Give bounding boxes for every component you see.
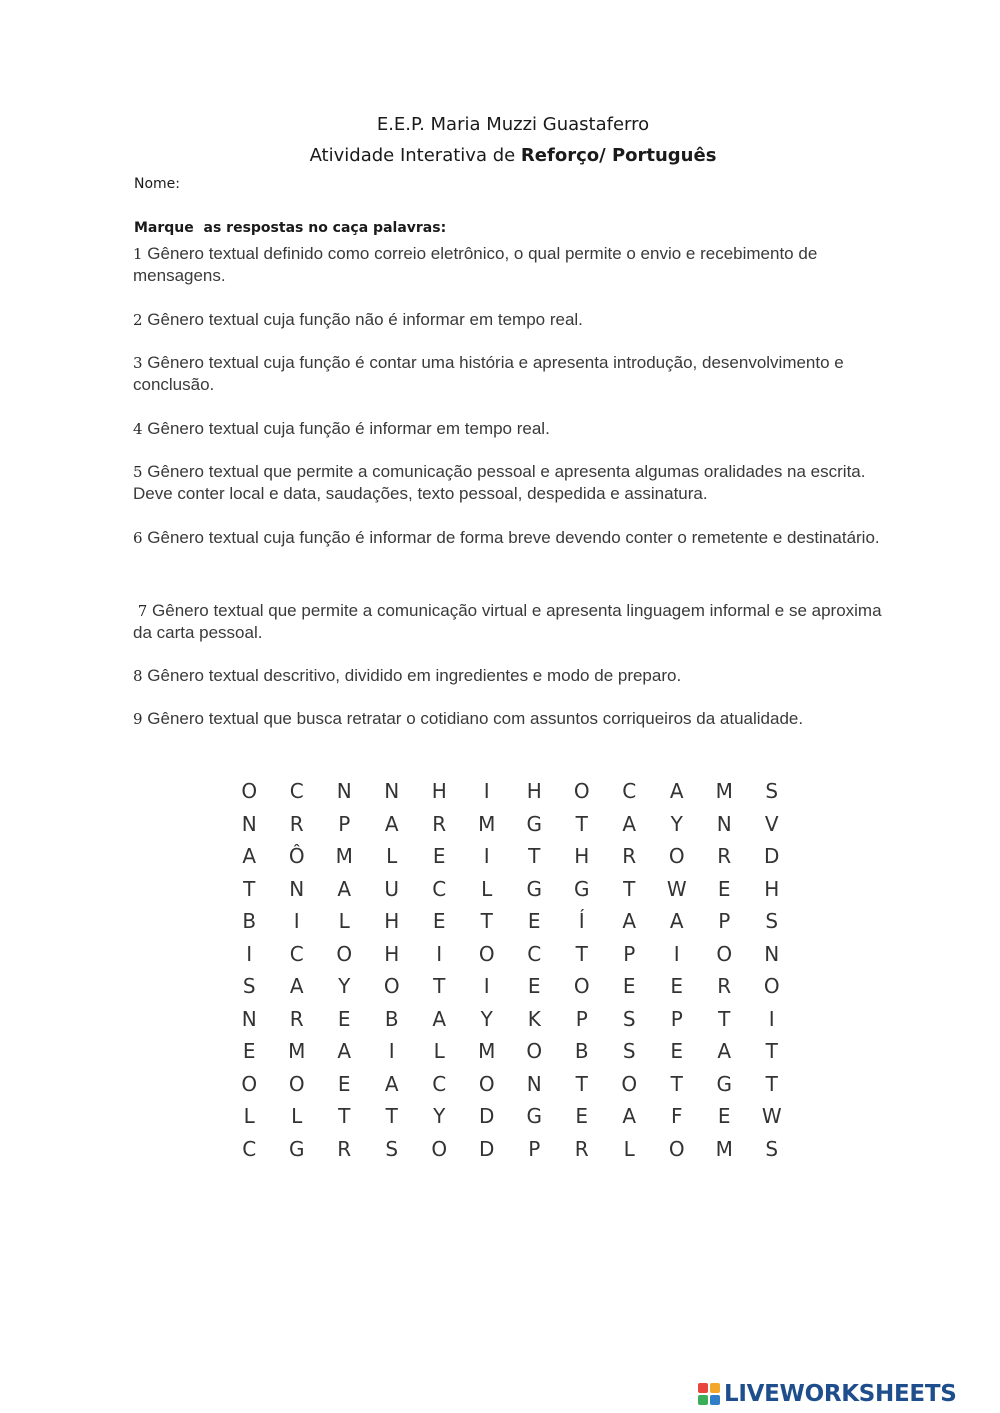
liveworksheets-logo-icon bbox=[698, 1383, 720, 1405]
grid-cell[interactable]: E bbox=[670, 974, 685, 998]
grid-cell[interactable]: N bbox=[526, 1071, 543, 1096]
grid-cell[interactable]: E bbox=[670, 1039, 685, 1063]
question-text: Gênero textual descritivo, dividido em ingredientes e modo de preparo. bbox=[142, 666, 682, 685]
question-text: Gênero textual cuja função é contar uma história e apresenta introdução, desenvolvimento e conclusão. bbox=[133, 353, 844, 394]
grid-cell[interactable]: L bbox=[481, 876, 494, 901]
grid-cell[interactable]: O bbox=[336, 941, 354, 966]
grid-cell[interactable]: A bbox=[432, 1006, 448, 1031]
question-number: 3 bbox=[133, 354, 143, 372]
grid-cell[interactable]: W bbox=[666, 876, 688, 901]
grid-cell[interactable]: O bbox=[241, 1071, 259, 1096]
name-label: Nome: bbox=[134, 176, 181, 192]
grid-cell[interactable]: D bbox=[479, 1136, 496, 1161]
grid-cell[interactable]: P bbox=[528, 1136, 542, 1161]
grid-cell[interactable]: K bbox=[527, 1006, 542, 1031]
question-number: 6 bbox=[133, 529, 143, 547]
question-number: 7 bbox=[133, 602, 148, 620]
grid-cell[interactable]: I bbox=[483, 779, 491, 803]
grid-cell[interactable]: O bbox=[288, 1071, 306, 1096]
grid-cell[interactable]: I bbox=[483, 974, 491, 998]
grid-cell[interactable]: N bbox=[336, 779, 353, 803]
grid-cell[interactable]: E bbox=[527, 974, 542, 998]
instruction: Marque as respostas no caça palavras: bbox=[134, 220, 447, 236]
grid-cell[interactable]: I bbox=[436, 941, 444, 966]
question-1 bbox=[133, 243, 903, 287]
grid-cell[interactable]: B bbox=[384, 1006, 400, 1031]
grid-cell[interactable]: R bbox=[337, 1136, 353, 1161]
question-6 bbox=[133, 527, 903, 549]
question-text: Gênero textual cuja função é informar de forma breve devendo conter o remetente e destinatário. bbox=[142, 528, 880, 547]
grid-cell[interactable]: Y bbox=[338, 974, 352, 998]
grid-cell[interactable]: T bbox=[480, 909, 494, 933]
grid-cell[interactable]: A bbox=[622, 909, 638, 933]
grid-cell[interactable]: T bbox=[528, 844, 542, 868]
grid-cell[interactable]: Í bbox=[578, 909, 586, 933]
grid-cell[interactable]: C bbox=[289, 779, 305, 803]
question-number: 1 bbox=[133, 245, 143, 263]
grid-cell[interactable]: R bbox=[289, 811, 305, 836]
question-number: 8 bbox=[133, 667, 143, 685]
grid-cell[interactable]: E bbox=[717, 1104, 732, 1128]
grid-cell[interactable]: H bbox=[384, 909, 401, 933]
grid-cell[interactable]: T bbox=[623, 876, 637, 901]
grid-cell[interactable]: L bbox=[243, 1104, 256, 1128]
grid-cell[interactable]: T bbox=[765, 1071, 779, 1096]
grid-cell[interactable]: T bbox=[718, 1006, 732, 1031]
grid-cell[interactable]: N bbox=[241, 1006, 258, 1031]
grid-cell[interactable]: A bbox=[717, 1039, 733, 1063]
grid-cell[interactable]: O bbox=[763, 974, 781, 998]
grid-cell[interactable]: R bbox=[432, 811, 448, 836]
question-number: 4 bbox=[133, 420, 143, 438]
grid-cell[interactable]: A bbox=[669, 909, 685, 933]
question-7 bbox=[133, 600, 903, 644]
grid-cell[interactable]: N bbox=[289, 876, 306, 901]
grid-cell[interactable]: M bbox=[478, 811, 497, 836]
grid-cell[interactable]: T bbox=[243, 876, 257, 901]
grid-cell[interactable]: S bbox=[622, 1039, 637, 1063]
grid-cell[interactable]: E bbox=[337, 1006, 352, 1031]
activity-title-prefix: Atividade Interativa de bbox=[309, 145, 521, 166]
grid-cell[interactable]: B bbox=[242, 909, 258, 933]
activity-title-subject: Reforço/ Português bbox=[520, 145, 717, 166]
grid-cell[interactable]: N bbox=[716, 811, 733, 836]
grid-cell[interactable]: E bbox=[242, 1039, 257, 1063]
grid-cell[interactable]: R bbox=[289, 1006, 305, 1031]
grid-cell[interactable]: T bbox=[433, 974, 447, 998]
grid-cell[interactable]: G bbox=[289, 1136, 306, 1161]
grid-cell[interactable]: E bbox=[527, 909, 542, 933]
grid-cell[interactable]: I bbox=[768, 1006, 776, 1031]
grid-cell[interactable]: R bbox=[717, 844, 733, 868]
grid-cell[interactable]: S bbox=[765, 779, 780, 803]
grid-cell[interactable]: I bbox=[673, 941, 681, 966]
grid-cell[interactable]: S bbox=[242, 974, 257, 998]
question-4 bbox=[133, 418, 903, 440]
grid-cell[interactable]: L bbox=[623, 1136, 636, 1161]
question-3 bbox=[133, 352, 903, 396]
grid-cell[interactable]: O bbox=[668, 844, 686, 868]
grid-cell[interactable]: C bbox=[242, 1136, 258, 1161]
question-text: Gênero textual cuja função é informar em tempo real. bbox=[142, 419, 550, 438]
logo-square bbox=[710, 1395, 720, 1405]
grid-cell[interactable]: G bbox=[526, 876, 543, 901]
grid-cell[interactable]: P bbox=[575, 1006, 589, 1031]
grid-cell[interactable]: E bbox=[575, 1104, 590, 1128]
grid-cell[interactable]: E bbox=[432, 844, 447, 868]
grid-cell[interactable]: M bbox=[715, 779, 734, 803]
question-number: 9 bbox=[133, 710, 143, 728]
question-text: Gênero textual definido como correio eletrônico, o qual permite o envio e recebimento de mensagens. bbox=[133, 244, 818, 285]
grid-cell[interactable]: A bbox=[669, 779, 685, 803]
grid-cell[interactable]: A bbox=[622, 811, 638, 836]
grid-cell[interactable]: V bbox=[764, 811, 780, 836]
grid-cell[interactable]: C bbox=[432, 1071, 448, 1096]
question-number: 2 bbox=[133, 311, 143, 329]
grid-cell[interactable]: G bbox=[574, 876, 591, 901]
grid-cell[interactable]: A bbox=[384, 1071, 400, 1096]
logo-square bbox=[698, 1383, 708, 1393]
grid-cell[interactable]: O bbox=[241, 779, 259, 803]
grid-cell[interactable]: C bbox=[622, 779, 638, 803]
grid-cell[interactable]: O bbox=[383, 974, 401, 998]
grid-cell[interactable]: Y bbox=[480, 1006, 494, 1031]
grid-cell[interactable]: H bbox=[574, 844, 591, 868]
grid-cell[interactable]: E bbox=[337, 1071, 352, 1096]
logo-square bbox=[698, 1395, 708, 1405]
question-text: Gênero textual que permite a comunicação virtual e apresenta linguagem informal e se aproxima da carta pessoal. bbox=[133, 601, 882, 642]
grid-cell[interactable]: A bbox=[337, 1039, 353, 1063]
grid-cell[interactable]: O bbox=[668, 1136, 686, 1161]
question-text: Gênero textual que busca retratar o cotidiano com assuntos corriqueiros da atualidade. bbox=[142, 709, 804, 728]
grid-cell[interactable]: A bbox=[622, 1104, 638, 1128]
grid-cell[interactable]: Y bbox=[433, 1104, 447, 1128]
grid-cell[interactable]: D bbox=[479, 1104, 496, 1128]
grid-cell[interactable]: A bbox=[384, 811, 400, 836]
liveworksheets-branding bbox=[698, 1380, 956, 1408]
question-text: Gênero textual cuja função não é informar em tempo real. bbox=[142, 310, 583, 329]
grid-cell[interactable]: E bbox=[622, 974, 637, 998]
grid-cell[interactable]: C bbox=[527, 941, 543, 966]
grid-cell[interactable]: O bbox=[478, 1071, 496, 1096]
question-text: Gênero textual que permite a comunicação pessoal e apresenta algumas oralidades na escrita. Deve conter local e data, saudações, texto pessoal, despedida e assinatura. bbox=[133, 462, 866, 503]
grid-cell[interactable]: T bbox=[670, 1071, 684, 1096]
grid-cell[interactable]: H bbox=[384, 941, 401, 966]
grid-cell[interactable]: E bbox=[717, 876, 732, 901]
grid-cell[interactable]: N bbox=[241, 811, 258, 836]
grid-cell[interactable]: I bbox=[388, 1039, 396, 1063]
grid-cell[interactable]: S bbox=[765, 1136, 780, 1161]
grid-cell[interactable]: T bbox=[338, 1104, 352, 1128]
grid-cell[interactable]: L bbox=[386, 844, 399, 868]
grid-cell[interactable]: H bbox=[431, 779, 448, 803]
grid-cell[interactable]: T bbox=[575, 811, 589, 836]
grid-cell[interactable]: P bbox=[623, 941, 637, 966]
grid-cell[interactable]: O bbox=[526, 1039, 544, 1063]
grid-cell[interactable]: T bbox=[385, 1104, 399, 1128]
grid-cell[interactable]: Ô bbox=[288, 844, 306, 868]
grid-cell[interactable]: E bbox=[432, 909, 447, 933]
word-search-grid[interactable] bbox=[226, 775, 796, 1165]
question-8 bbox=[133, 665, 903, 687]
grid-cell[interactable]: S bbox=[385, 1136, 400, 1161]
grid-cell[interactable]: O bbox=[478, 941, 496, 966]
grid-cell[interactable]: M bbox=[478, 1039, 497, 1063]
grid-cell[interactable]: N bbox=[384, 779, 401, 803]
grid-cell[interactable]: A bbox=[289, 974, 305, 998]
grid-cell[interactable]: R bbox=[574, 1136, 590, 1161]
grid-cell[interactable]: D bbox=[764, 844, 781, 868]
grid-cell[interactable]: S bbox=[622, 1006, 637, 1031]
grid-cell[interactable]: C bbox=[432, 876, 448, 901]
logo-square bbox=[710, 1383, 720, 1393]
grid-cell[interactable]: T bbox=[575, 941, 589, 966]
grid-cell[interactable]: L bbox=[338, 909, 351, 933]
grid-cell[interactable]: O bbox=[431, 1136, 449, 1161]
grid-cell[interactable]: F bbox=[670, 1104, 684, 1128]
question-5 bbox=[133, 461, 903, 505]
grid-cell[interactable]: R bbox=[717, 974, 733, 998]
school-name: E.E.P. Maria Muzzi Guastaferro bbox=[376, 114, 650, 135]
grid-cell[interactable]: B bbox=[574, 1039, 590, 1063]
grid-cell[interactable]: A bbox=[337, 876, 353, 901]
grid-cell[interactable]: S bbox=[765, 909, 780, 933]
activity-title bbox=[0, 145, 1000, 166]
grid-cell[interactable]: G bbox=[716, 1071, 733, 1096]
grid-cell[interactable]: I bbox=[483, 844, 491, 868]
grid-cell[interactable]: M bbox=[335, 844, 354, 868]
grid-cell[interactable]: Y bbox=[670, 811, 684, 836]
grid-cell[interactable]: H bbox=[526, 779, 543, 803]
grid-cell[interactable]: C bbox=[289, 941, 305, 966]
liveworksheets-wordmark: LIVEWORKSHEETS bbox=[724, 1381, 957, 1407]
grid-cell[interactable]: M bbox=[288, 1039, 307, 1063]
grid-cell[interactable]: I bbox=[246, 941, 254, 966]
grid-cell[interactable]: O bbox=[621, 1071, 639, 1096]
grid-cell[interactable]: R bbox=[622, 844, 638, 868]
grid-cell[interactable]: I bbox=[293, 909, 301, 933]
grid-cell[interactable]: P bbox=[718, 909, 732, 933]
grid-cell[interactable]: T bbox=[575, 1071, 589, 1096]
grid-cell[interactable]: L bbox=[291, 1104, 304, 1128]
grid-cell[interactable]: O bbox=[716, 941, 734, 966]
grid-cell[interactable]: G bbox=[526, 1104, 543, 1128]
grid-cell[interactable]: P bbox=[338, 811, 352, 836]
grid-cell[interactable]: M bbox=[715, 1136, 734, 1161]
grid-cell[interactable]: T bbox=[765, 1039, 779, 1063]
grid-cell[interactable]: U bbox=[384, 876, 401, 901]
grid-cell[interactable]: G bbox=[526, 811, 543, 836]
grid-cell[interactable]: L bbox=[433, 1039, 446, 1063]
grid-cell[interactable]: W bbox=[761, 1104, 783, 1128]
question-2 bbox=[133, 309, 903, 331]
grid-cell[interactable]: P bbox=[670, 1006, 684, 1031]
grid-cell[interactable]: O bbox=[573, 779, 591, 803]
question-9 bbox=[133, 708, 903, 730]
grid-cell[interactable]: N bbox=[764, 941, 781, 966]
grid-cell[interactable]: H bbox=[764, 876, 781, 901]
grid-cell[interactable]: A bbox=[242, 844, 258, 868]
question-number: 5 bbox=[133, 463, 143, 481]
grid-cell[interactable]: O bbox=[573, 974, 591, 998]
